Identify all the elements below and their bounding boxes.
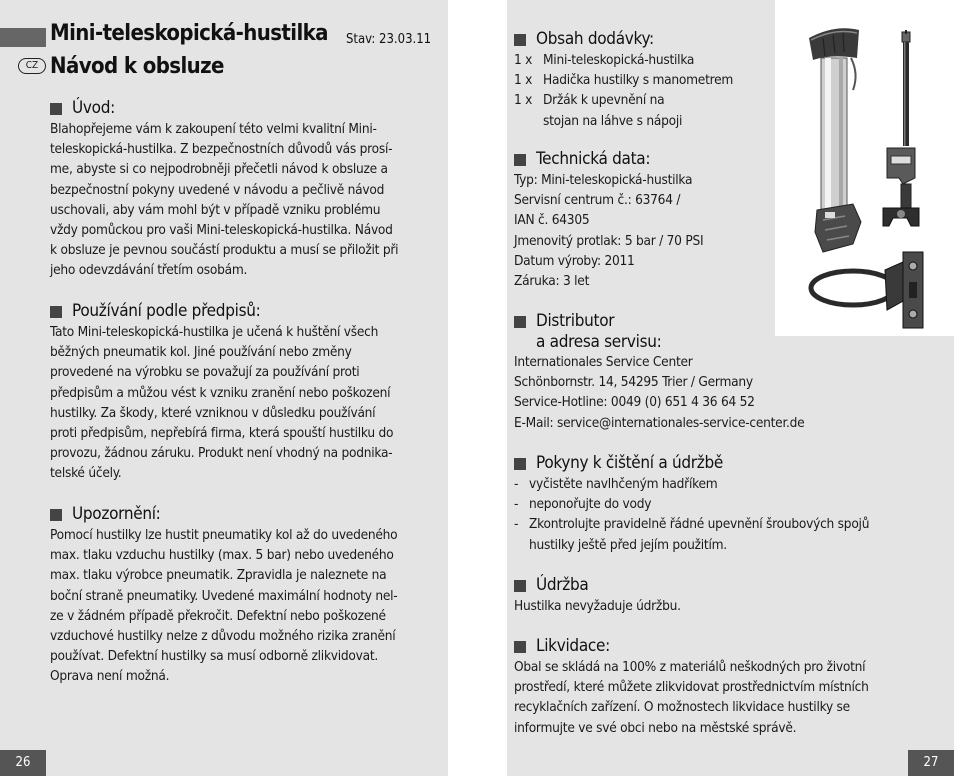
- heading-text: Používání podle předpisů:: [72, 301, 261, 321]
- item-text: stojan na láhve s nápoji: [543, 112, 683, 129]
- text-line: max. tlaku výrobce pneumatik. Zpravidla je naleznete na: [50, 567, 387, 584]
- text-line: vždy pomůckou pro vaši Mini-teleskopická-hustilka. Návod: [50, 222, 393, 239]
- heading-text: Upozornění:: [72, 504, 161, 524]
- text-line: Internationales Service Center: [514, 354, 693, 370]
- text-line: Záruka: 3 let: [514, 273, 590, 290]
- product-illustrations: [775, 0, 954, 336]
- section-likvidace: [514, 635, 869, 738]
- section-heading: [514, 635, 869, 657]
- heading-text: Pokyny k čištění a údržbě: [536, 453, 723, 473]
- text-line: recyklačních zařízení. O možnostech likvidace hustilky se: [514, 699, 850, 716]
- text-line: informujte ve své obci nebo na městské správě.: [514, 719, 797, 736]
- care-list: [514, 474, 869, 555]
- list-item: [514, 90, 733, 110]
- text-line: Hustilka nevyžaduje údržbu.: [514, 598, 681, 614]
- text-line: k obsluze je pevnou součástí produktu a musí se přiložit při: [50, 242, 399, 259]
- page-number: 27: [908, 750, 954, 776]
- section-body: [50, 119, 398, 281]
- mini-pump-icon: [809, 28, 861, 252]
- dash-marker: -: [514, 516, 519, 533]
- dash-marker: -: [514, 496, 519, 513]
- text-line: Pomocí hustilky lze hustit pneumatiky kol až do uvedeného: [50, 527, 398, 543]
- item-text: Zkontrolujte pravidelně řádné upevnění šroubových spojů: [529, 516, 870, 533]
- section-body: [514, 596, 681, 616]
- list-item: [514, 535, 869, 555]
- section-distributor: [514, 310, 804, 433]
- list-item: [514, 474, 869, 494]
- text-line: používat. Defektní hustilky sa musí odborně zlikvidovat.: [50, 648, 379, 665]
- heading-text: Úvod:: [72, 98, 115, 118]
- section-heading: [50, 97, 398, 119]
- text-line: Typ: Mini-teleskopická-hustilka: [514, 172, 693, 188]
- page-number: 26: [0, 750, 46, 776]
- section-body: [514, 657, 869, 738]
- item-text: Hadička hustilky s manometrem: [543, 72, 734, 89]
- square-bullet-icon: [514, 34, 526, 46]
- section-heading: [50, 503, 397, 525]
- text-line: vzduchové hustilky nelze z důvodu možného rizika zranění: [50, 628, 396, 645]
- text-line: max. tlaku vzduchu hustilky (max. 5 bar) nebo uvedeného: [50, 547, 394, 564]
- dash-marker: -: [514, 476, 519, 492]
- square-bullet-icon: [514, 154, 526, 166]
- text-line: Tato Mini-teleskopická-hustilka je učená k huštění všech: [50, 324, 379, 340]
- text-line: předpisům a můžou vést k vzniku zranění nebo poškození: [50, 384, 391, 401]
- list-item: [514, 70, 733, 90]
- section-pokyny: [514, 452, 869, 555]
- section-body: [50, 322, 393, 484]
- text-line: bezpečnostní pokyny uvedené v návodu a pečlivě návod: [50, 181, 385, 198]
- item-text: Držák k upevnění na: [543, 92, 665, 109]
- heading-text: Údržba: [536, 575, 589, 595]
- square-bullet-icon: [514, 580, 526, 592]
- delivery-list: [514, 50, 733, 131]
- square-bullet-icon: [50, 509, 62, 521]
- text-line: uschovali, aby vám mohl být v případě vzniku problému: [50, 201, 381, 218]
- text-line: provedené na výrobku se považují za používání proti: [50, 364, 360, 381]
- document-date: Stav: 23.03.11: [346, 32, 432, 47]
- section-body: [514, 352, 804, 433]
- text-line: Jmenovitý protlak: 5 bar / 70 PSI: [514, 232, 704, 249]
- item-quantity: 1 x: [514, 92, 533, 109]
- item-quantity: 1 x: [514, 72, 533, 89]
- list-item: [514, 50, 733, 70]
- section-pouzivani: [50, 300, 393, 484]
- page-title: Mini-teleskopická-hustilka: [50, 21, 328, 46]
- section-uvod: [50, 97, 398, 281]
- language-badge: CZ: [18, 58, 46, 74]
- item-quantity: 1 x: [514, 52, 533, 68]
- text-line: boční straně pneumatiky. Uvedené maximální hodnoty nel-: [50, 587, 398, 604]
- page-subtitle: Návod k obsluze: [50, 54, 224, 79]
- heading-text: Technická data:: [536, 149, 651, 169]
- square-bullet-icon: [514, 458, 526, 470]
- text-line: E-Mail: service@internationales-service-center.de: [514, 414, 805, 431]
- text-line: ze v žádném případě překročit. Defektní nebo poškozené: [50, 607, 386, 624]
- square-bullet-icon: [50, 306, 62, 318]
- heading-text: Likvidace:: [536, 636, 610, 656]
- section-heading: [514, 310, 804, 332]
- item-text: Mini-teleskopická-hustilka: [543, 52, 695, 68]
- section-heading: [514, 148, 703, 170]
- section-body: [50, 525, 397, 687]
- product-illustration-panel: [775, 0, 954, 336]
- title-bar: [0, 28, 46, 47]
- text-line: Obal se skládá na 100% z materiálů neškodných pro životní: [514, 659, 866, 675]
- text-line: Service-Hotline: 0049 (0) 651 4 36 64 52: [514, 394, 755, 411]
- text-line: jeho odevzdávání třetím osobám.: [50, 262, 248, 279]
- text-line: provozu, žádnou záruku. Produkt není vhodný na podnika-: [50, 445, 393, 462]
- text-line: prostředí, které můžete zlikvidovat prostřednictvím místních: [514, 679, 869, 696]
- section-heading: [514, 574, 681, 596]
- text-line: Datum výroby: 2011: [514, 252, 635, 269]
- text-line: Schönbornstr. 14, 54295 Trier / Germany: [514, 374, 753, 391]
- list-item: [514, 111, 733, 131]
- section-obsah: [514, 28, 733, 131]
- list-item: [514, 514, 869, 534]
- square-bullet-icon: [514, 316, 526, 328]
- text-line: hustilky. Za škody, které vzniknou v důsledku používání: [50, 404, 376, 421]
- item-text: vyčistěte navlhčeným hadříkem: [529, 476, 718, 492]
- section-body: [514, 170, 703, 291]
- section-heading: [514, 452, 869, 474]
- item-text: hustilky ještě před jejím použitím.: [529, 536, 727, 553]
- section-upozorneni: [50, 503, 397, 687]
- text-line: teleskopická-hustilka. Z bezpečnostních důvodů vás prosí-: [50, 141, 393, 158]
- section-heading-line-2: a adresa servisu:: [536, 332, 662, 352]
- section-technicka: [514, 148, 703, 291]
- text-line: Oprava není možná.: [50, 668, 170, 685]
- item-text: neponořujte do vody: [529, 496, 652, 513]
- heading-text: Distributor: [536, 311, 615, 331]
- text-line: Servisní centrum č.: 63764 /: [514, 192, 681, 209]
- hose-gauge-icon: [883, 30, 919, 226]
- text-line: me, abyste si co nejpodrobněji přečetli návod k obsluze a: [50, 161, 388, 178]
- text-line: běžných pneumatik kol. Jiné používání nebo změny: [50, 344, 352, 361]
- heading-text: Obsah dodávky:: [536, 29, 654, 49]
- section-udrzba: [514, 574, 681, 616]
- text-line: Blahopřejeme vám k zakoupení této velmi kvalitní Mini-: [50, 121, 377, 137]
- list-item: [514, 494, 869, 514]
- text-line: IAN č. 64305: [514, 212, 590, 229]
- text-line: proti předpisům, nepřebírá firma, která spouští hustilku do: [50, 425, 394, 442]
- section-heading: [514, 28, 733, 50]
- section-heading: [50, 300, 393, 322]
- square-bullet-icon: [50, 103, 62, 115]
- text-line: telské účely.: [50, 465, 122, 482]
- left-page: [0, 0, 448, 776]
- square-bullet-icon: [514, 641, 526, 653]
- bracket-icon: [811, 252, 923, 328]
